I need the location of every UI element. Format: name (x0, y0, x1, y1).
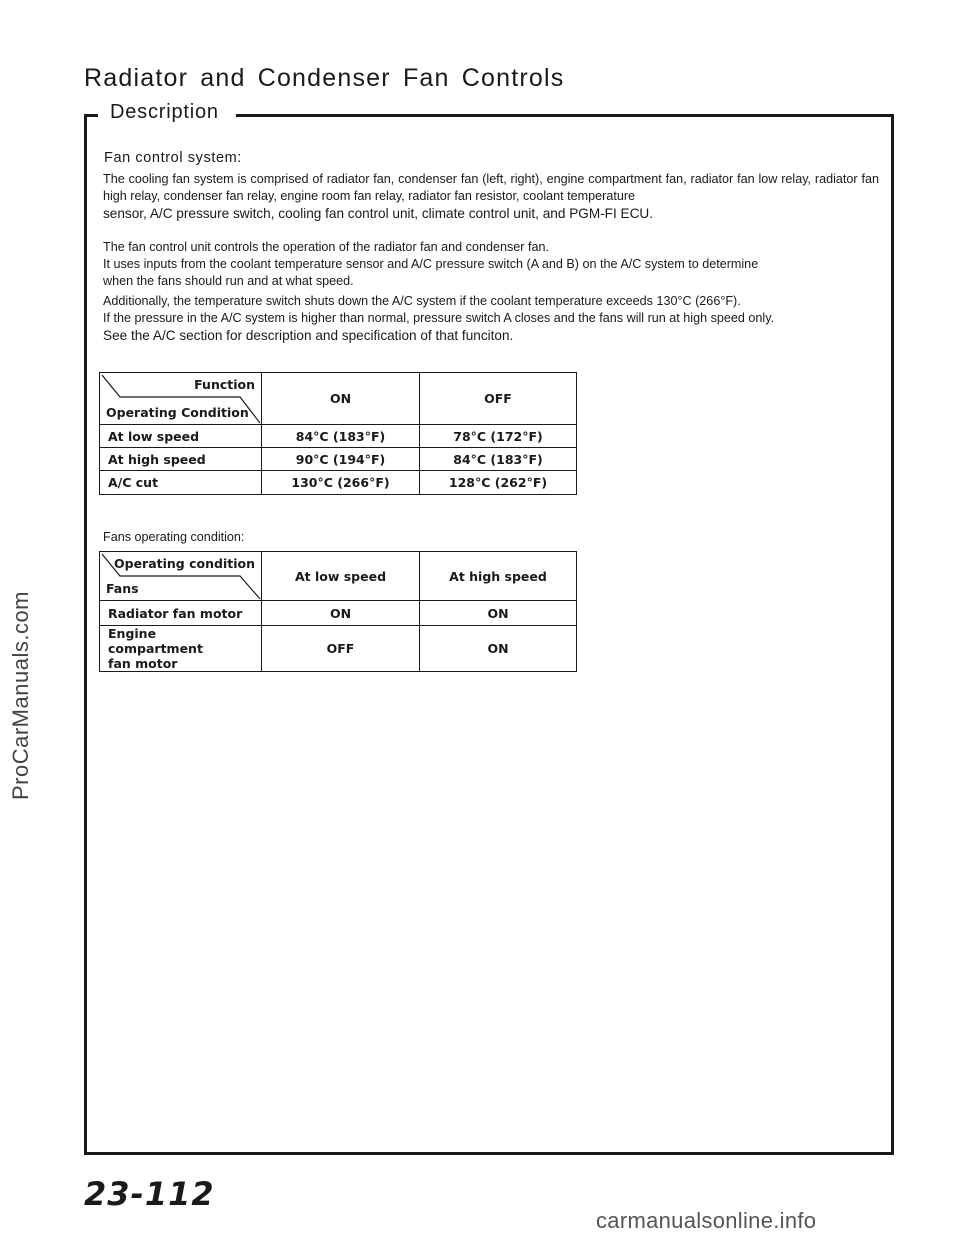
function-table (99, 372, 577, 495)
paragraph-ac-cut (103, 293, 879, 345)
paragraph-3-line-3: See the A/C section for description and specification of that funciton. (103, 328, 514, 343)
header-operating-condition-label: Operating condition (114, 556, 255, 571)
row-label: At low speed (100, 425, 262, 448)
diagonal-header-cell (100, 552, 262, 601)
column-header-low-speed: At low speed (262, 552, 420, 601)
paragraph-control-unit (103, 239, 879, 290)
column-header-off: OFF (420, 373, 577, 425)
row-label-line-2: fan motor (108, 656, 178, 671)
row-label: At high speed (100, 448, 262, 471)
cell-on-value: 130°C (266°F) (262, 471, 420, 495)
paragraph-system-components (103, 171, 879, 223)
paragraph-3-line-2: If the pressure in the A/C system is higher than normal, pressure switch A closes and the fans will run at high speed only. (103, 311, 775, 325)
table-row (100, 448, 577, 471)
row-label: Radiator fan motor (100, 601, 262, 626)
cell-low-value: ON (262, 601, 420, 626)
page-title: Radiator and Condenser Fan Controls (84, 64, 565, 92)
cell-low-value: OFF (262, 626, 420, 672)
cell-high-value: ON (420, 626, 577, 672)
row-label: A/C cut (100, 471, 262, 495)
cell-high-value: ON (420, 601, 577, 626)
row-label-line-1: Engine compartment (108, 626, 203, 656)
header-function-label: Function (194, 377, 255, 392)
table-row (100, 471, 577, 495)
paragraph-3-line-1: Additionally, the temperature switch shuts down the A/C system if the coolant temperature exceeds 130°C (266°F). (103, 294, 741, 308)
row-label (100, 626, 262, 672)
table-header-row (100, 552, 577, 601)
cell-off-value: 84°C (183°F) (420, 448, 577, 471)
frame-top-right-rule (236, 114, 894, 117)
side-watermark: ProCarManuals.com (8, 590, 33, 800)
section-label: Description (110, 101, 219, 123)
cell-off-value: 128°C (262°F) (420, 471, 577, 495)
paragraph-1-text: The cooling fan system is comprised of radiator fan, condenser fan (left, right), engine compartment fan, radiator fan low relay, radiator fan high relay, condenser fan relay, engine room fan relay, radiator fan resistor, coolant temperature (103, 172, 879, 203)
column-header-on: ON (262, 373, 420, 425)
table-header-row (100, 373, 577, 425)
paragraph-2-line-2: It uses inputs from the coolant temperature sensor and A/C pressure switch (A and B) on the A/C system to determine (103, 257, 759, 271)
fans-table-caption: Fans operating condition: (103, 530, 245, 544)
fans-table (99, 551, 577, 672)
paragraph-2-line-1: The fan control unit controls the operation of the radiator fan and condenser fan. (103, 240, 549, 254)
table-row (100, 626, 577, 672)
cell-off-value: 78°C (172°F) (420, 425, 577, 448)
paragraph-2-line-3: when the fans should run and at what speed. (103, 274, 354, 288)
frame-top-left-rule (84, 114, 98, 117)
cell-on-value: 84°C (183°F) (262, 425, 420, 448)
table-row (100, 601, 577, 626)
header-fans-label: Fans (106, 581, 139, 596)
cell-on-value: 90°C (194°F) (262, 448, 420, 471)
page-number: 23-112 (84, 1175, 215, 1213)
subhead-fan-control: Fan control system: (104, 150, 242, 166)
table-row (100, 425, 577, 448)
paragraph-1-tail: sensor, A/C pressure switch, cooling fan control unit, climate control unit, and PGM-FI ECU. (103, 206, 654, 221)
column-header-high-speed: At high speed (420, 552, 577, 601)
bottom-watermark: carmanualsonline.info (596, 1208, 817, 1233)
header-operating-condition-label: Operating Condition (106, 405, 249, 420)
diagonal-header-cell (100, 373, 262, 425)
